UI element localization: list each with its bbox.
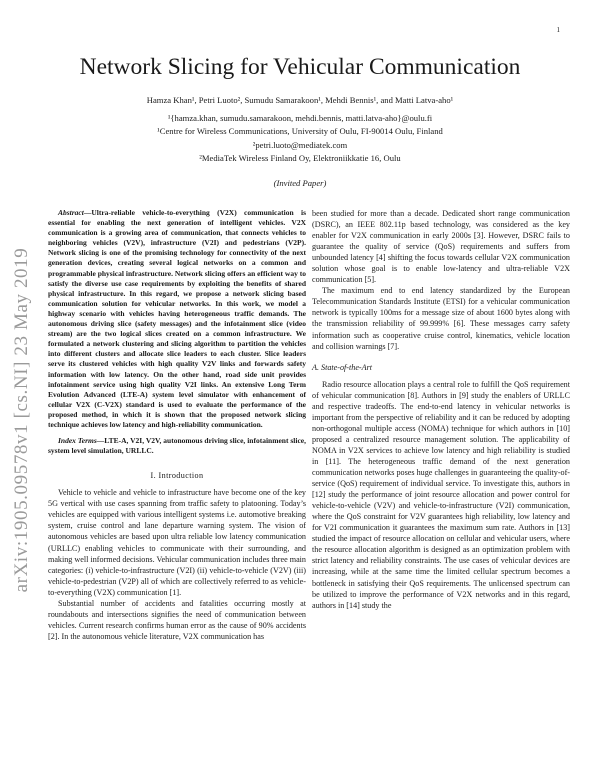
left-column: [48, 208, 306, 642]
affiliation-oulu: ¹Centre for Wireless Communications, University of Oulu, FI-90014 Oulu, Finland: [157, 126, 443, 136]
abstract-label: Abstract: [58, 208, 84, 217]
subsection-heading-state-of-the-art: A. State-of-the-Art: [312, 362, 373, 372]
arxiv-stamp: [2, 205, 42, 635]
index-terms-label: Index Terms: [58, 436, 97, 446]
affiliation-mediatek: ²MediaTek Wireless Finland Oy, Elektroniikkatie 16, Oulu: [199, 153, 401, 163]
abstract-text: —Ultra-reliable vehicle-to-everything (V2X) communication is essential for enabling the next generation of intelligent vehicles. V2X communication is a growing area of communication, that connects vehicles to neighboring vehicles (V2V), infrastructure (V2I) and pedestrians (V2P). Network slicing is one of the promising technology for connectivity of the next generation devices, creating several logical networks on a common and programmable physical infrastructure. Network slicing offers an efficient way to satisfy the diverse use case requirements by exploiting the benefits of shared physical infrastructure. In this regard, we propose a network slicing based communication solution for vehicular networks. In this work, we model a highway scenario with vehicles having heterogeneous traffic demands. The autonomous driving slice (safety messages) and the infotainment slice (video stream) are the two logical slices created on a common infrastructure. We formulated a network clustering and slicing algorithm to partition the vehicles into different clusters and allocate slice leaders to each cluster. Slice leaders serve its clustered vehicles with high quality V2V links and forwards safety information with low latency. On the other hand, road side unit provides infotainment service using high quality V2I links. An extensive Long Term Evolution Advanced (LTE-A) system level simulator with enhancement of cellular V2X (C-V2X) standard is used to evaluate the performance of the proposed method, in which it is shown that the proposed network slicing technique achieves low latency and high-reliability communication.: [48, 208, 306, 429]
author-list: Hamza Khan¹, Petri Luoto², Sumudu Samarakoon¹, Mehdi Bennis¹, and Matti Latva-aho¹: [146, 95, 454, 105]
section-heading-introduction: I. Introduction: [150, 471, 204, 481]
intro-paragraph: Substantial number of accidents and fatalities occurring mostly at roundabouts and intersections signifies the need of communication between vehicles. Current research confirms human error as the cause of 90% accidents [2]. In the autonomous vehicle literature, V2X communication has: [48, 598, 306, 641]
paper-title: Network Slicing for Vehicular Communication: [79, 54, 521, 80]
body-paragraph: The maximum end to end latency standardized by the European Telecommunication Standards Institute (ETSI) for a vehicular communication network is typically 100ms for a message size of about 1600 bytes along with the transmission reliability of 99.999% [6]. These messages carry safety information such as cooperative cruise control, kinematics, vehicle location and collision warnings [7].: [312, 286, 570, 351]
index-terms: [48, 436, 306, 456]
right-column: [312, 208, 570, 611]
arxiv-stamp-text: arXiv:1905.09578v1 [cs.NI] 23 May 2019: [11, 247, 32, 593]
index-terms-text: —LTE-A, V2I, V2V, autonomous driving slice, infotainment slice, system level simulation, URLLC.: [48, 436, 307, 456]
affiliation-email-oulu: ¹{hamza.khan, sumudu.samarakoon, mehdi.bennis, matti.latva-aho}@oulu.fi: [167, 113, 433, 123]
affiliation-email-mediatek: ²petri.luoto@mediatek.com: [252, 140, 348, 150]
invited-paper-note: (Invited Paper): [273, 178, 327, 188]
page-number: 1: [556, 26, 560, 34]
intro-paragraph: Vehicle to vehicle and vehicle to infrastructure have become one of the key 5G vertical with use cases spanning from traffic safety to platooning. Today’s vehicles are equipped with various intelligent systems i.e. automotive breaking system, cruise control and lane departure warning system. The vision of autonomous vehicles are based upon ultra reliable low latency communication (URLLC) enabling vehicles to communicate with their surrounding, and making well informed decisions. Vehicular communication includes three main categories: (i) vehicle-to-infrastructure (V2I) (ii) vehicle-to-vehicle (V2V) (iii) vehicle-to-pedestrian (V2P) all of which are collectively referred to as vehicle-to-everything (V2X) communication [1].: [48, 488, 306, 597]
abstract: [48, 208, 306, 430]
state-of-the-art-paragraph: Radio resource allocation plays a central role to fulfill the QoS requirement of vehicular communication [8]. Authors in [9] study the enablers of URLLC and respective tradeoffs. The end-to-end latency in vehicular networks is important from the perspective of reliability and it can be reduced by adopting non-orthogonal multiple access (NOMA) technique for which authors in [10] proposed a centralized resource management solution. The applicability of NOMA in V2X services to achieve low latency and high reliability is studied in [11]. The heterogeneous traffic demand of the next generation communication networks poses huge challenges in guaranteeing the quality-of-service (QoS) requirement of individual service. To investigate this, authors in [12] study the performance of joint resource allocation and power control for vehicle-to-vehicle (V2V) and vehicle-to-infrastructure (V2I) communication, where the QoS constraint for V2V guarantees high reliability, low latency and for V2I communication it guarantees the maximum sum rate. Authors in [13] studied the impact of resource allocation on cellular and vehicular users, where the resource allocation algorithm is designed as an optimization problem with strict latency and reliability constraints. The use cases of vehicular devices are increasing, while at the same time the limited cellular spectrum becomes a bottleneck in satisfying their QoS requirements. The unlicensed spectrum can be utilized to improve the performance of V2X networks and in this regard, authors in [14] study the: [312, 379, 570, 610]
body-paragraph: been studied for more than a decade. Dedicated short range communication (DSRC), an IEEE 802.11p based technology, was considered as the key enabler for V2X communication in early 2000s [3]. However, DSRC fails to guarantee the quality of service (QoS) requirements and suffers from unbounded latency [4] shifting the focus towards cellular V2X communication solution whose goal is to enable low-latency and ultra-reliable V2X communication [5].: [312, 209, 570, 285]
